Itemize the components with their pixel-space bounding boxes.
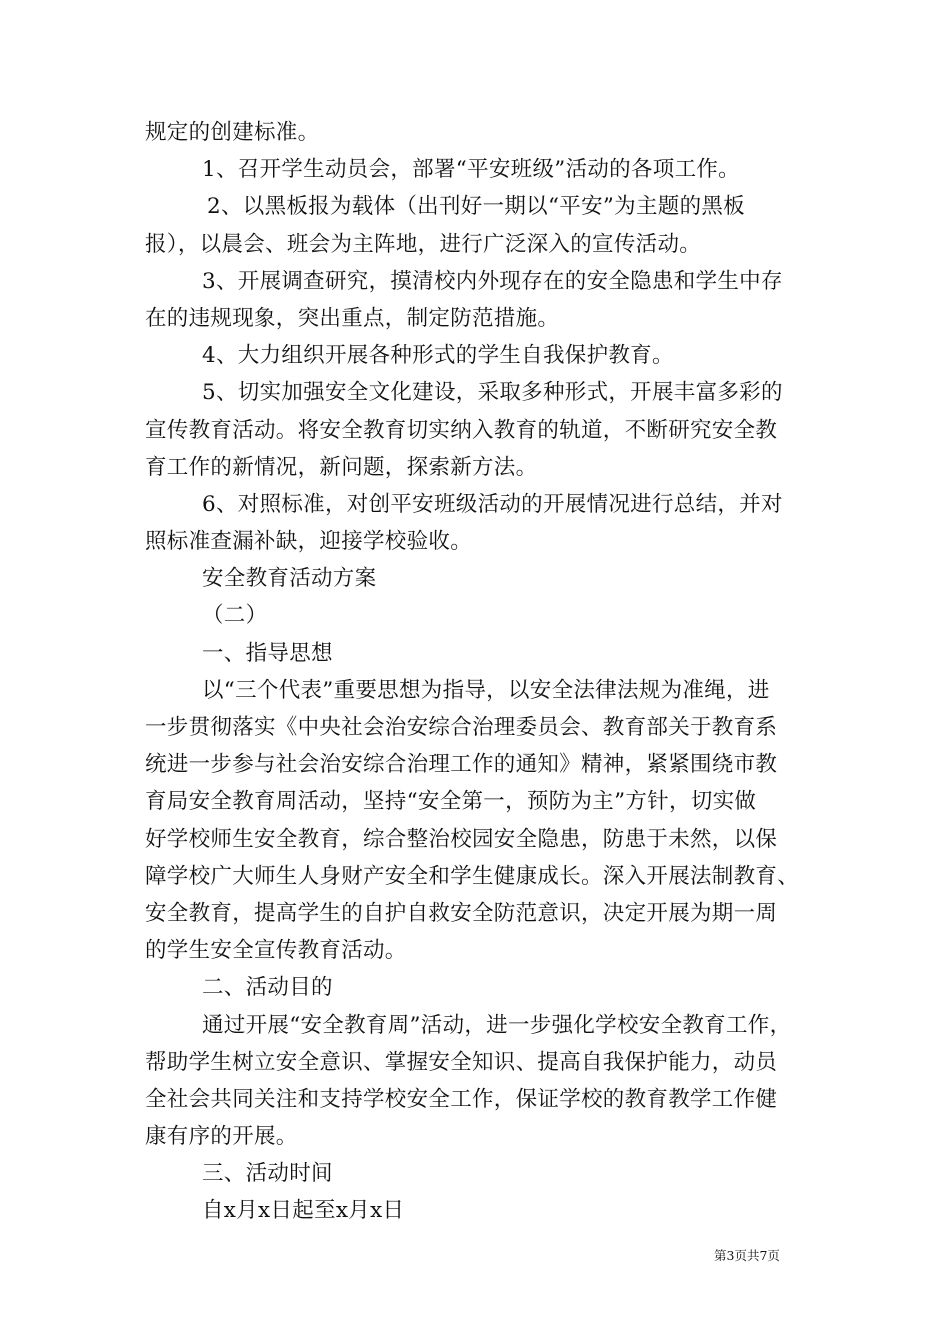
text-line: 6、对照标准，对创平安班级活动的开展情况进行总结，并对 (202, 491, 783, 517)
text-line: 在的违规现象，突出重点，制定防范措施。 (145, 305, 560, 331)
text-line: 4、大力组织开展各种形式的学生自我保护教育。 (202, 343, 674, 369)
document-body (145, 114, 825, 1230)
text-line: 照标准查漏补缺，迎接学校验收。 (145, 529, 473, 555)
text-line: 的学生安全宣传教育活动。 (145, 938, 407, 964)
text-line: 康有序的开展。 (145, 1124, 298, 1150)
text-line: 育工作的新情况，新问题，探索新方法。 (145, 454, 538, 480)
text-line: 全社会共同关注和支持学校安全工作，保证学校的教育教学工作健 (145, 1086, 778, 1112)
text-line: 1、召开学生动员会，部署“平安班级”活动的各项工作。 (202, 157, 740, 183)
text-line: 自x月x日起至x月x日 (202, 1198, 405, 1224)
text-line: 2、以黑板报为载体（出刊好一期以“平安”为主题的黑板 (207, 194, 745, 220)
text-line: 通过开展“安全教育周”活动，进一步强化学校安全教育工作， (202, 1012, 792, 1038)
text-line: 一步贯彻落实《中央社会治安综合治理委员会、教育部关于教育系 (145, 715, 778, 740)
section-heading: 一、指导思想 (202, 640, 333, 666)
page-number: 第3页共7页 (714, 1248, 780, 1263)
text-line: 好学校师生安全教育，综合整治校园安全隐患，防患于未然，以保 (145, 826, 778, 852)
section-heading: 二、活动目的 (202, 975, 333, 1001)
text-line: 报），以晨会、班会为主阵地，进行广泛深入的宣传活动。 (145, 231, 702, 257)
text-line: 宣传教育活动。将安全教育切实纳入教育的轨道，不断研究安全教 (145, 417, 778, 443)
text-line: 帮助学生树立安全意识、掌握安全知识、提高自我保护能力，动员 (145, 1049, 778, 1075)
text-line: 规定的创建标准。 (145, 120, 320, 145)
text-line: 5、切实加强安全文化建设，采取多种形式，开展丰富多彩的 (202, 380, 783, 406)
section-heading: 三、活动时间 (202, 1161, 333, 1187)
text-line: 以“三个代表”重要思想为指导，以安全法律法规为准绳，进 (202, 677, 770, 703)
text-line: 统进一步参与社会治安综合治理工作的通知》精神，紧紧围绕市教 (145, 752, 778, 778)
text-line: 障学校广大师生人身财产安全和学生健康成长。深入开展法制教育、 (145, 863, 800, 889)
text-line: 安全教育，提高学生的自护自救安全防范意识，决定开展为期一周 (145, 900, 778, 926)
text-line: 育局安全教育周活动，坚持“安全第一，预防为主”方针，切实做 (145, 789, 757, 815)
text-line: 3、开展调查研究，摸清校内外现存在的安全隐患和学生中存 (202, 268, 783, 294)
section-heading: （二） (202, 603, 268, 629)
section-heading: 安全教育活动方案 (202, 566, 377, 592)
